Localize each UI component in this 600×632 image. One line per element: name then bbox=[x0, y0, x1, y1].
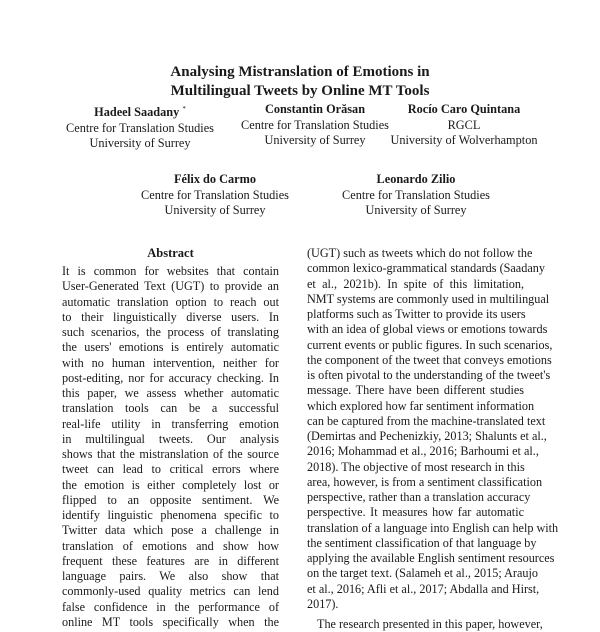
text-line: to their linguistically diverse users. In bbox=[62, 309, 279, 324]
text-line: this paper, we assess whether automatic bbox=[62, 386, 279, 400]
text-line: is often pivotal to the understanding of the tweet's bbox=[307, 368, 551, 382]
author-affiliation: RGCL bbox=[447, 117, 481, 132]
author-name: Rocío Caro Quintana bbox=[407, 102, 521, 116]
text-line: shows that the mistranslation of the source bbox=[62, 447, 279, 461]
text-line: translation tools can be a successful bbox=[62, 401, 279, 416]
text-line: the sentiment classification of that language by bbox=[307, 535, 537, 550]
author-block bbox=[326, 172, 506, 219]
text-line: flipped to an opposite sentiment. We bbox=[62, 492, 279, 507]
text-line: area, however, is from a sentiment classification bbox=[307, 474, 543, 489]
text-line: which explored how far sentiment information bbox=[307, 398, 535, 413]
text-line: 2017). bbox=[307, 596, 339, 611]
text-line: (UGT) such as tweets which do not follow the bbox=[307, 246, 533, 260]
text-line: frequent these features are in different bbox=[62, 553, 279, 568]
text-line: online MT tools specifically when the bbox=[62, 614, 279, 629]
author-affiliation: University of Wolverhampton bbox=[390, 133, 538, 147]
text-line: the emotion is either completely lost or bbox=[62, 477, 279, 492]
abstract-body bbox=[62, 264, 279, 630]
text-line: User-Generated Text (UGT) to provide an bbox=[62, 279, 279, 294]
text-line: The research presented in this paper, however, bbox=[317, 617, 543, 631]
text-line: message. There have been different studies bbox=[307, 383, 524, 398]
text-line: It is common for websites that contain bbox=[62, 264, 279, 278]
text-line: current events or public figures. In such scenarios, bbox=[307, 337, 553, 352]
text-line: the users' emotions is entirely automatic bbox=[62, 340, 279, 355]
footnote-mark: * bbox=[182, 105, 186, 113]
text-line: false confidence in the performance of bbox=[62, 599, 279, 614]
text-line: on the target text. (Salameh et al., 2015; Araujo bbox=[307, 566, 538, 581]
author-block bbox=[125, 172, 305, 219]
author-name: Hadeel Saadany bbox=[94, 105, 180, 120]
text-line: Twitter data which pose a challenge in bbox=[62, 523, 279, 538]
text-line: can be captured from the machine-translated text bbox=[307, 413, 546, 428]
title-line: Analysing Mistranslation of Emotions in bbox=[170, 64, 430, 80]
text-line: commonly-used quality metrics can lend bbox=[62, 584, 279, 599]
text-line: automatic translation option to reach out bbox=[62, 294, 279, 309]
text-line: real-life utility in transferring emotion bbox=[62, 416, 279, 431]
text-line: tweet can lead to critical errors where bbox=[62, 462, 279, 477]
text-line: (Demirtas and Pechenizkiy, 2013; Shalunts et al., bbox=[307, 429, 547, 443]
text-line: with no human intervention, neither for bbox=[62, 355, 279, 370]
text-line: perspective, rather than a translation accuracy bbox=[307, 490, 531, 504]
text-line: language pairs. We also show that bbox=[62, 569, 279, 583]
text-line: with an idea of global views or emotions towards bbox=[307, 322, 548, 337]
text-line: 2016; Mohammad et al., 2016; Barhoumi et al., bbox=[307, 444, 539, 459]
author-affiliation: University of Surrey bbox=[365, 203, 467, 217]
author-block bbox=[374, 102, 554, 149]
author-name: Constantin Orăsan bbox=[264, 102, 366, 116]
author-affiliation: Centre for Translation Studies bbox=[241, 117, 389, 132]
text-line: the component of the tweet that conveys emotions bbox=[307, 352, 552, 367]
author-affiliation: University of Surrey bbox=[164, 203, 266, 217]
text-line: et al., 2016; Afli et al., 2017; Abdalla and Hirst, bbox=[307, 581, 540, 596]
author-affiliation: Centre for Translation Studies bbox=[342, 187, 490, 202]
text-line: common lexico-grammatical standards (Saadany bbox=[307, 261, 545, 276]
text-line: translation of emotions and show how bbox=[62, 538, 279, 553]
paper-title bbox=[0, 63, 600, 101]
text-line: translation of a language into English can help with bbox=[307, 520, 559, 535]
text-line: perspective. It measures how far automatic bbox=[307, 505, 524, 520]
title-line: Multilingual Tweets by Online MT Tools bbox=[170, 83, 430, 99]
text-line: post-editing, nor for accuracy checking. In bbox=[62, 370, 279, 385]
abstract-heading: Abstract bbox=[147, 246, 194, 260]
author-name: Leonardo Zilio bbox=[376, 172, 456, 186]
text-line: applying the available English sentiment resources bbox=[307, 551, 555, 565]
text-line: et al., 2021b). In spite of this limitation, bbox=[307, 276, 524, 291]
text-line: 2018). The objective of most research in this bbox=[307, 459, 525, 474]
author-affiliation: Centre for Translation Studies bbox=[141, 187, 289, 202]
author-block bbox=[50, 102, 230, 152]
author-affiliation: University of Surrey bbox=[264, 133, 366, 147]
text-line: NMT systems are commonly used in multilingual bbox=[307, 291, 550, 306]
text-line: such scenarios, the process of translating bbox=[62, 325, 279, 339]
text-line: in multilingual tweets. Our analysis bbox=[62, 431, 279, 446]
text-line: identify linguistic phenomena specific to bbox=[62, 508, 279, 522]
text-line: platforms such as Twitter to provide its users bbox=[307, 307, 526, 321]
author-affiliation: Centre for Translation Studies bbox=[66, 120, 214, 135]
intro-body bbox=[307, 246, 559, 632]
author-name: Félix do Carmo bbox=[174, 172, 256, 186]
author-affiliation: University of Surrey bbox=[89, 136, 191, 151]
